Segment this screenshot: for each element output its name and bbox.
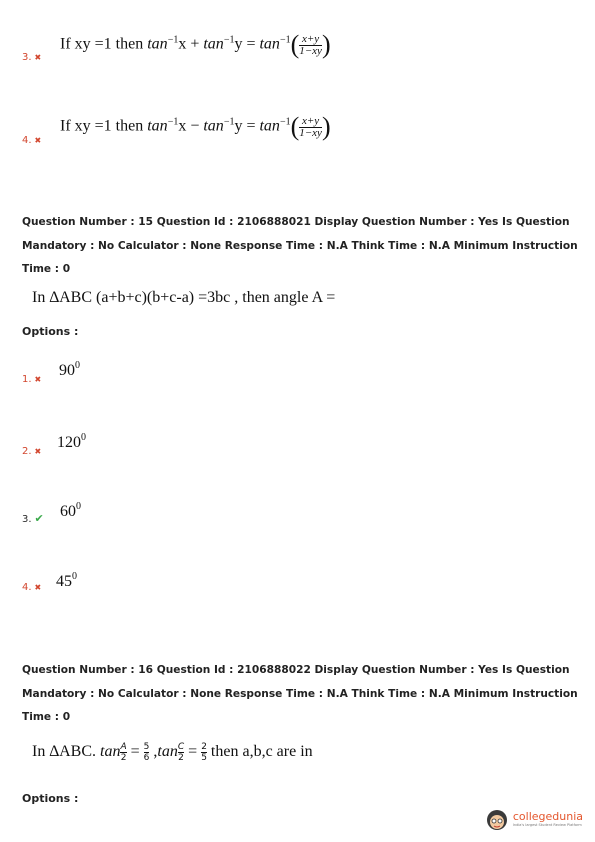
prev-option-3-equation: If xy =1 then $\tan^{-1}x + \tan^{-1}y = \tan^{-1}$( $\frac{x+y}{1-xy}$ ) xyxy=(60,30,331,59)
q16-metadata xyxy=(22,659,582,730)
q16-meta-line-3: Time : 0 xyxy=(22,711,71,723)
q16-meta-line-2: Mandatory : No Calculator : None Response Time : N.A Think Time : N.A Minimum Instruction xyxy=(22,687,578,700)
q16-options-label: Options : xyxy=(22,792,79,805)
prev-option-4-equation: If xy =1 then $\tan^{-1}x - \tan^{-1}y = \tan^{-1}$( $\frac{x+y}{1-xy}$ ) xyxy=(60,112,331,141)
q15-option-3-value: $60^0$ xyxy=(60,501,81,520)
prev-option-3-marker: 3. ✖ xyxy=(22,52,42,63)
q15-metadata xyxy=(22,211,582,282)
cross-icon: ✖ xyxy=(34,136,42,145)
q15-question-text: In ∆ABC (a+b+c)(b+c-a) =3bc , then angle A = xyxy=(32,289,336,306)
q15-option-1-marker: 1. ✖ xyxy=(22,374,42,385)
cross-icon: ✖ xyxy=(34,447,42,456)
mascot-icon xyxy=(484,806,510,832)
cross-icon: ✖ xyxy=(34,375,42,384)
q15-options-label: Options : xyxy=(22,325,79,338)
q16-meta-line-1: Question Number : 16 Question Id : 2106888022 Display Question Number : Yes Is Question xyxy=(22,664,570,676)
collegedunia-logo xyxy=(484,806,583,832)
check-icon: ✔ xyxy=(34,512,44,525)
prev-option-4-marker: 4. ✖ xyxy=(22,135,42,146)
cross-icon: ✖ xyxy=(34,53,42,62)
q15-option-2-value: $120^0$ xyxy=(57,432,86,451)
cross-icon: ✖ xyxy=(34,583,42,592)
logo-wordmark: collegedunia xyxy=(512,809,583,823)
q16-question-text: In ∆ABC. tan $\frac{A}{2}$ = $\frac{5}{6}$ ,tan $\frac{C}{2}$ = $\frac{2}{5}$ then a,b,c are in xyxy=(32,742,313,763)
q15-option-1-value: $90^0$ xyxy=(59,360,80,379)
q15-meta-line-2: Mandatory : No Calculator : None Response Time : N.A Think Time : N.A Minimum Instruction xyxy=(22,239,578,252)
q15-meta-line-3: Time : 0 xyxy=(22,263,71,275)
q15-meta-line-1: Question Number : 15 Question Id : 2106888021 Display Question Number : Yes Is Question xyxy=(22,216,570,228)
q15-option-4-marker: 4. ✖ xyxy=(22,582,42,593)
q15-option-3-marker: 3. ✔ xyxy=(22,512,44,525)
logo-tagline: India's largest Student Review Platform xyxy=(512,822,582,827)
q15-option-4-value: $45^0$ xyxy=(56,571,77,590)
q15-option-2-marker: 2. ✖ xyxy=(22,446,42,457)
